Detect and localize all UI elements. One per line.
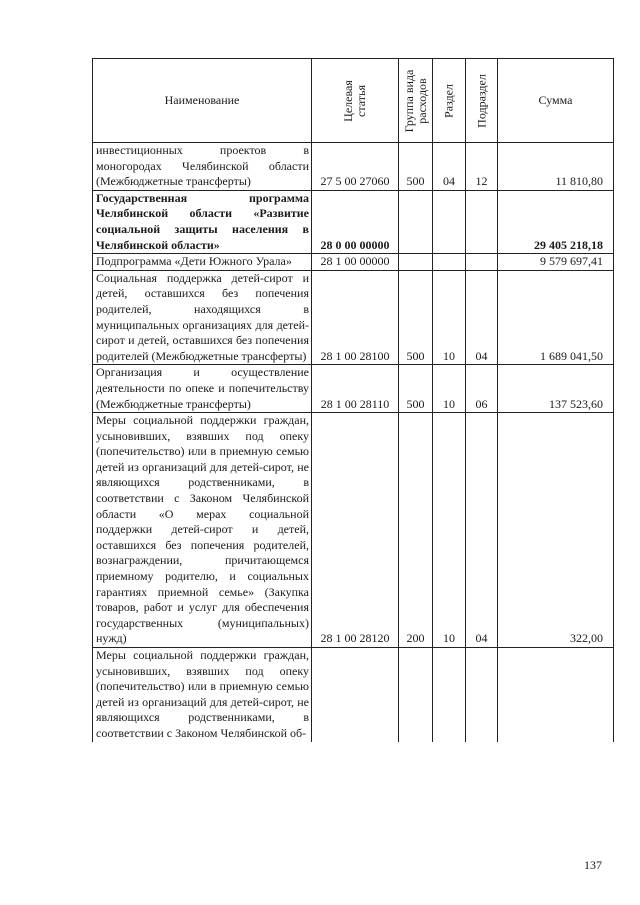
row-section: 10 — [433, 365, 466, 413]
row-section: 10 — [433, 270, 466, 365]
row-sum: 1 689 041,50 — [498, 270, 614, 365]
header-sum-label: Сумма — [538, 93, 573, 107]
row-name-cell — [93, 143, 312, 191]
row-subsection: 04 — [466, 270, 498, 365]
table-row — [93, 254, 614, 271]
row-name-cell — [93, 190, 312, 253]
row-code: 28 0 00 00000 — [312, 190, 399, 253]
row-name: инвестиционных проектов в моногородах Челябинской области (Межбюджетные трансферты) — [96, 143, 309, 189]
table-row — [93, 413, 614, 648]
table-row — [93, 270, 614, 365]
row-sum: 322,00 — [498, 413, 614, 648]
row-subsection — [466, 648, 498, 742]
header-group-label — [403, 69, 429, 132]
row-sum: 29 405 218,18 — [498, 190, 614, 253]
header-section — [433, 59, 466, 143]
row-subsection — [466, 254, 498, 271]
header-subsection-label: Подраздел — [474, 73, 488, 128]
row-code: 28 1 00 28100 — [312, 270, 399, 365]
row-section: 04 — [433, 143, 466, 191]
row-group: 500 — [399, 365, 433, 413]
row-sum — [498, 648, 614, 742]
row-section — [433, 254, 466, 271]
header-code-label — [342, 80, 368, 122]
row-section: 10 — [433, 413, 466, 648]
row-subsection: 12 — [466, 143, 498, 191]
row-group — [399, 648, 433, 742]
header-group-line2: расходов — [414, 77, 429, 124]
table-row — [93, 143, 614, 191]
table-row — [93, 190, 614, 253]
header-name-label: Наименование — [164, 93, 240, 107]
row-name: Меры социальной поддержки граждан, усыновивших, взявших под опеку (попечительство) или в приемную семью детей из организаций для детей-сирот, не являющихся родственниками, в соответствии с Законом Челябинской области «О мерах социальной поддержки детей-сирот и детей, оставшихся без попечения родителей, вознаграждении, причитающемся приемному родителю, и социальных гарантиях приемной семье» (Закупка товаров, работ и услуг для обеспечения государственных (муниципальных) нужд) — [96, 413, 309, 646]
header-code — [312, 59, 399, 143]
row-section — [433, 648, 466, 742]
row-name-cell — [93, 648, 312, 742]
row-code: 28 1 00 28120 — [312, 413, 399, 648]
row-name: Организация и осуществление деятельности по опеке и попечительству (Межбюджетные трансферты) — [96, 365, 309, 411]
row-sum: 9 579 697,41 — [498, 254, 614, 271]
row-name: Государственная программа Челябинской области «Развитие социальной защиты населения в Челябинской области» — [96, 190, 309, 252]
table-header-row — [93, 59, 614, 143]
row-group: 500 — [399, 143, 433, 191]
budget-table — [92, 58, 614, 742]
row-code: 28 1 00 00000 — [312, 254, 399, 271]
header-subsection — [466, 59, 498, 143]
header-code-line2: статья — [354, 84, 368, 117]
row-name-cell — [93, 413, 312, 648]
row-subsection: 06 — [466, 365, 498, 413]
row-name-cell — [93, 270, 312, 365]
header-section-label: Раздел — [441, 83, 456, 118]
header-name — [93, 59, 312, 143]
row-subsection: 04 — [466, 413, 498, 648]
row-group: 500 — [399, 270, 433, 365]
row-name-cell — [93, 254, 312, 271]
row-code: 27 5 00 27060 — [312, 143, 399, 191]
row-name: Подпрограмма «Дети Южного Урала» — [96, 254, 292, 269]
row-code: 28 1 00 28110 — [312, 365, 399, 413]
header-sum — [498, 59, 614, 143]
row-sum: 137 523,60 — [498, 365, 614, 413]
table-row — [93, 365, 614, 413]
row-code — [312, 648, 399, 742]
header-code-line1: Целевая — [341, 79, 355, 122]
header-group-line1: Группа вида — [401, 69, 416, 132]
table-row — [93, 648, 614, 742]
header-group — [399, 59, 433, 143]
page-number: 137 — [584, 858, 602, 872]
row-name: Социальная поддержка детей-сирот и детей, оставшихся без попечения родителей, находящихся в муниципальных организациях для детей-сирот и детей, оставшихся без попечения родителей (Межбюджетные трансферты) — [96, 270, 309, 363]
row-sum: 11 810,80 — [498, 143, 614, 191]
row-group — [399, 254, 433, 271]
row-group: 200 — [399, 413, 433, 648]
row-name: Меры социальной поддержки граждан, усыновивших, взявших под опеку (попечительство) или в приемную семью детей из организаций для детей-сирот, не являющихся родственниками, в соответствии с Законом Челябинской об- — [96, 648, 309, 740]
row-group — [399, 190, 433, 253]
row-section — [433, 190, 466, 253]
row-name-cell — [93, 365, 312, 413]
row-subsection — [466, 190, 498, 253]
